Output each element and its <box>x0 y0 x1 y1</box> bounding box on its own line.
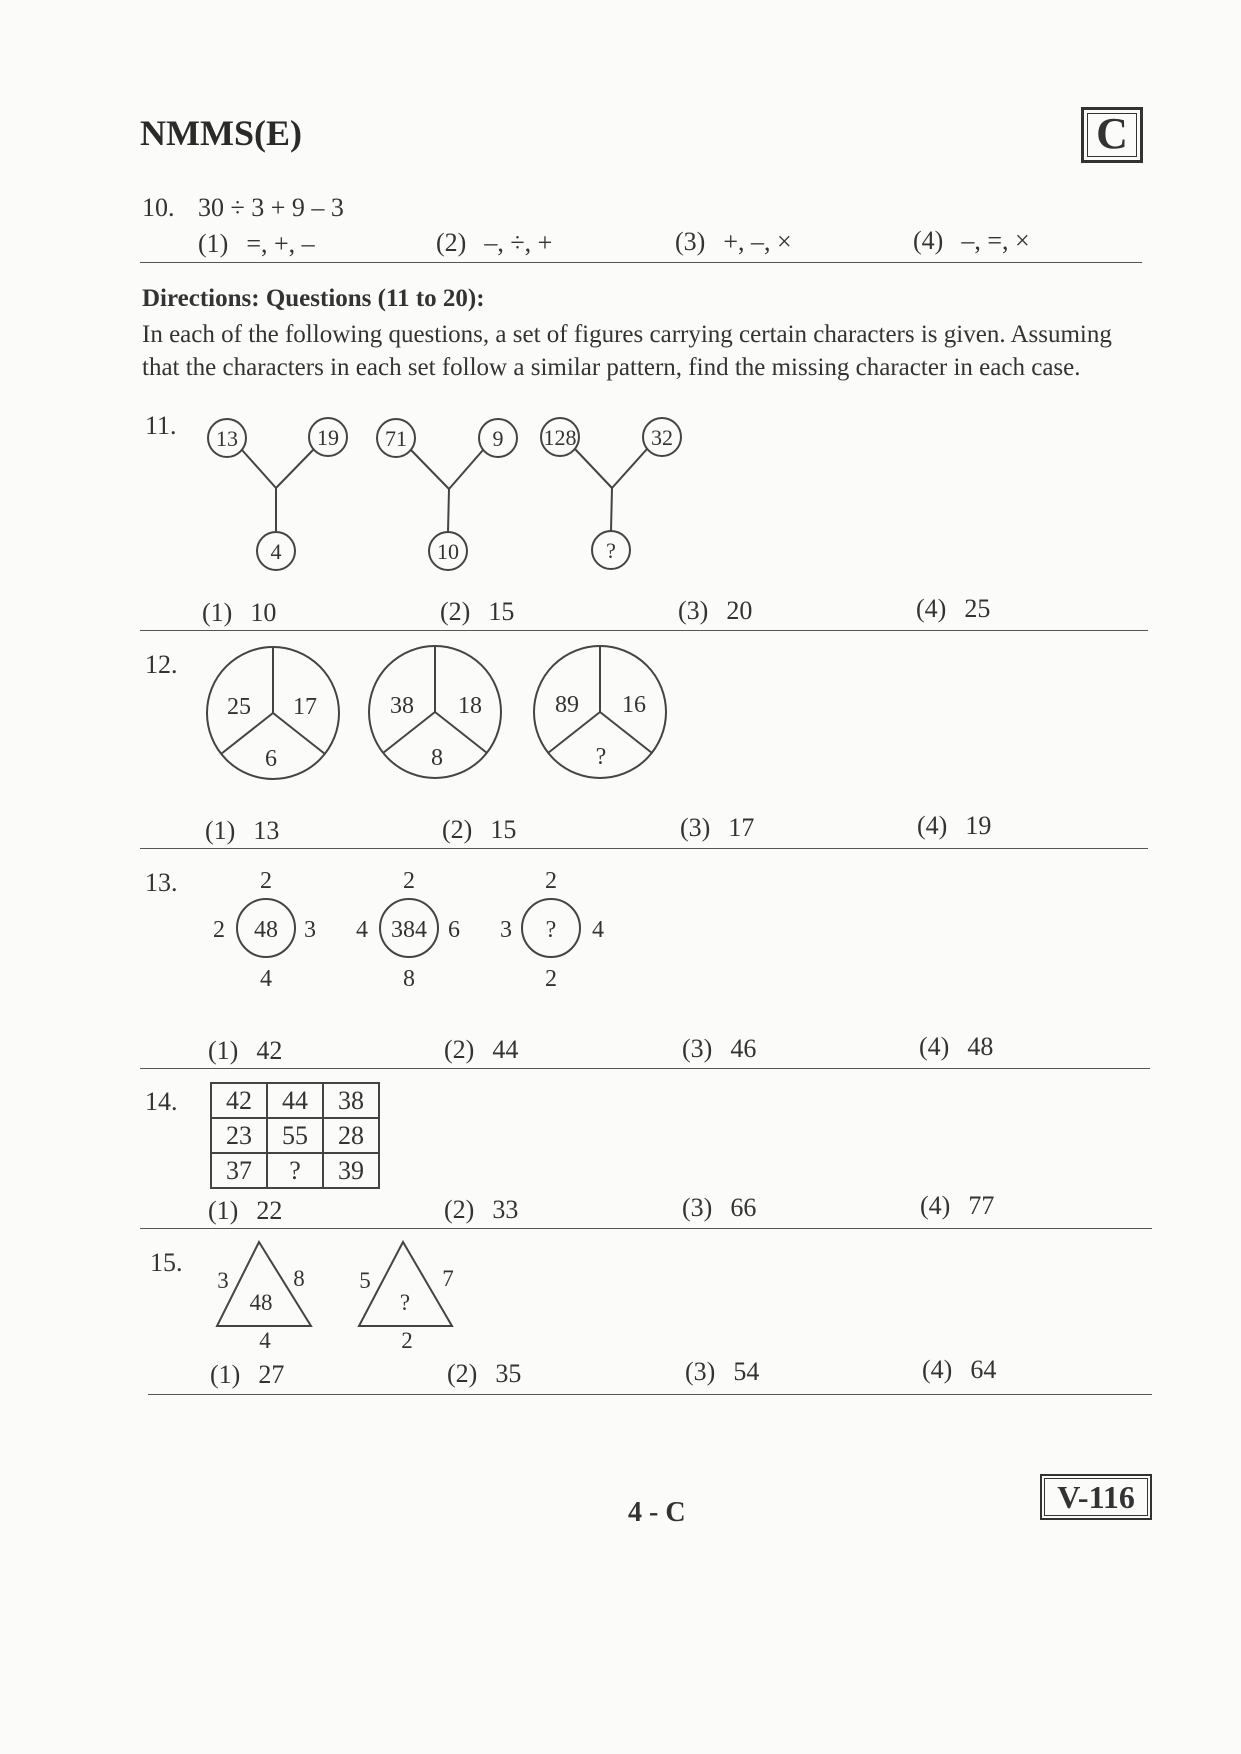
q15-option-3[interactable]: (3) 54 <box>685 1357 760 1386</box>
directions-title: Directions: Questions (11 to 20): <box>142 285 485 312</box>
grid-cell: 38 <box>323 1083 379 1118</box>
q10-option-4[interactable]: (4) –, =, × <box>913 226 1030 255</box>
q15-fig2-bottom: 2 <box>401 1328 413 1353</box>
grid-cell: 42 <box>211 1083 267 1118</box>
q11-fig1-right: 19 <box>317 425 339 450</box>
q13-fig1-bottom: 4 <box>260 966 272 992</box>
q13-fig2-right: 6 <box>448 917 460 943</box>
grid-cell: 55 <box>267 1118 323 1153</box>
q12-fig2-tl: 38 <box>390 693 414 719</box>
q15-fig1-left: 3 <box>217 1268 229 1293</box>
q14-option-1[interactable]: (1) 22 <box>208 1196 283 1225</box>
q11-fig2-bottom: 10 <box>437 539 459 564</box>
q13-fig1-left: 2 <box>213 917 225 943</box>
q13-fig3-left: 3 <box>500 917 512 943</box>
grid-cell: 28 <box>323 1118 379 1153</box>
divider <box>140 848 1148 849</box>
q12-fig2-b: 8 <box>431 745 443 771</box>
q15-fig2-left: 5 <box>359 1268 371 1293</box>
q11-option-2[interactable]: (2) 15 <box>440 597 515 626</box>
q11-fig3-right: 32 <box>651 425 673 450</box>
q13-number: 13. <box>145 868 178 897</box>
q12-option-4[interactable]: (4) 19 <box>917 811 992 840</box>
q13-fig3-center: ? <box>545 917 557 943</box>
grid-row <box>211 1083 379 1118</box>
q12-option-3[interactable]: (3) 17 <box>680 813 755 842</box>
q10-number: 10. <box>142 193 175 222</box>
q11-option-3[interactable]: (3) 20 <box>678 596 753 625</box>
q11-fig1-left: 13 <box>216 426 238 451</box>
q14-option-4[interactable]: (4) 77 <box>920 1191 995 1220</box>
q11-fig2-right: 9 <box>492 426 504 451</box>
grid-cell: 39 <box>323 1153 379 1188</box>
divider <box>148 1394 1152 1395</box>
divider <box>140 1068 1150 1069</box>
q12-option-2[interactable]: (2) 15 <box>442 815 517 844</box>
q15-fig2-right: 7 <box>442 1266 454 1291</box>
q10-text: 30 ÷ 3 + 9 – 3 <box>198 193 344 222</box>
set-code-box: C <box>1081 107 1143 163</box>
q13-fig1-center: 48 <box>254 917 278 943</box>
q13-fig3-bottom: 2 <box>545 966 557 992</box>
q11-figure <box>190 405 710 575</box>
divider <box>140 262 1142 263</box>
q14-option-3[interactable]: (3) 66 <box>682 1193 757 1222</box>
q15-option-1[interactable]: (1) 27 <box>210 1360 285 1389</box>
booklet-code-box: V-116 <box>1040 1474 1152 1520</box>
q12-fig3-b: ? <box>595 744 607 770</box>
q11-number: 11. <box>145 411 177 440</box>
q15-fig1-bottom: 4 <box>259 1328 271 1353</box>
grid-cell: 44 <box>267 1083 323 1118</box>
q13-fig3-top: 2 <box>545 868 557 894</box>
q10-option-3[interactable]: (3) +, –, × <box>675 227 792 256</box>
q11-fig1-bottom: 4 <box>270 539 282 564</box>
q13-fig3-right: 4 <box>592 917 604 943</box>
q15-fig1-center: 48 <box>249 1290 273 1315</box>
q13-fig2-center: 384 <box>391 917 427 943</box>
grid-cell: 23 <box>211 1118 267 1153</box>
q12-fig1-tl: 25 <box>227 694 251 720</box>
q12-fig3-tl: 89 <box>555 692 579 718</box>
divider <box>140 1228 1152 1229</box>
grid-cell: 37 <box>211 1153 267 1188</box>
q14-grid <box>210 1082 380 1189</box>
q11-fig3-bottom: ? <box>606 538 616 563</box>
q15-figure <box>205 1236 475 1356</box>
q11-fig3-left: 128 <box>543 425 577 450</box>
q13-figure <box>200 858 630 998</box>
grid-row <box>211 1118 379 1153</box>
q13-fig1-right: 3 <box>304 917 316 943</box>
q15-number: 15. <box>150 1248 183 1277</box>
q11-option-1[interactable]: (1) 10 <box>202 598 277 627</box>
q10-option-1[interactable]: (1) =, +, – <box>198 229 315 258</box>
q15-option-4[interactable]: (4) 64 <box>922 1355 997 1384</box>
q10-option-2[interactable]: (2) –, ÷, + <box>436 228 553 257</box>
q14-number: 14. <box>145 1087 178 1116</box>
q13-fig2-left: 4 <box>356 917 368 943</box>
q13-option-3[interactable]: (3) 46 <box>682 1034 757 1063</box>
q15-fig2-center: ? <box>399 1290 411 1315</box>
q13-option-1[interactable]: (1) 42 <box>208 1036 283 1065</box>
exam-title: NMMS(E) <box>140 113 302 153</box>
q13-option-2[interactable]: (2) 44 <box>444 1035 519 1064</box>
q12-fig1-tr: 17 <box>293 694 317 720</box>
q12-figure <box>195 640 685 790</box>
q14-option-2[interactable]: (2) 33 <box>444 1195 519 1224</box>
q15-fig1-right: 8 <box>293 1266 305 1291</box>
grid-cell: ? <box>267 1153 323 1188</box>
page-number: 4 - C <box>628 1497 686 1528</box>
q13-fig1-top: 2 <box>260 868 272 894</box>
q11-fig2-left: 71 <box>385 426 407 451</box>
q13-option-4[interactable]: (4) 48 <box>919 1032 994 1061</box>
q12-option-1[interactable]: (1) 13 <box>205 816 280 845</box>
q13-fig2-bottom: 8 <box>403 966 415 992</box>
q12-fig3-tr: 16 <box>622 692 646 718</box>
directions-text: In each of the following questions, a set of figures carrying certain characters is given. Assuming that the characters in each set follow a similar pattern, find the missing character in each case. <box>142 321 1112 381</box>
grid-row <box>211 1153 379 1188</box>
q12-fig1-b: 6 <box>265 746 277 772</box>
divider <box>140 630 1148 631</box>
q15-option-2[interactable]: (2) 35 <box>447 1359 522 1388</box>
q13-fig2-top: 2 <box>403 868 415 894</box>
q11-option-4[interactable]: (4) 25 <box>916 594 991 623</box>
q12-number: 12. <box>145 650 178 679</box>
q12-fig2-tr: 18 <box>458 693 482 719</box>
